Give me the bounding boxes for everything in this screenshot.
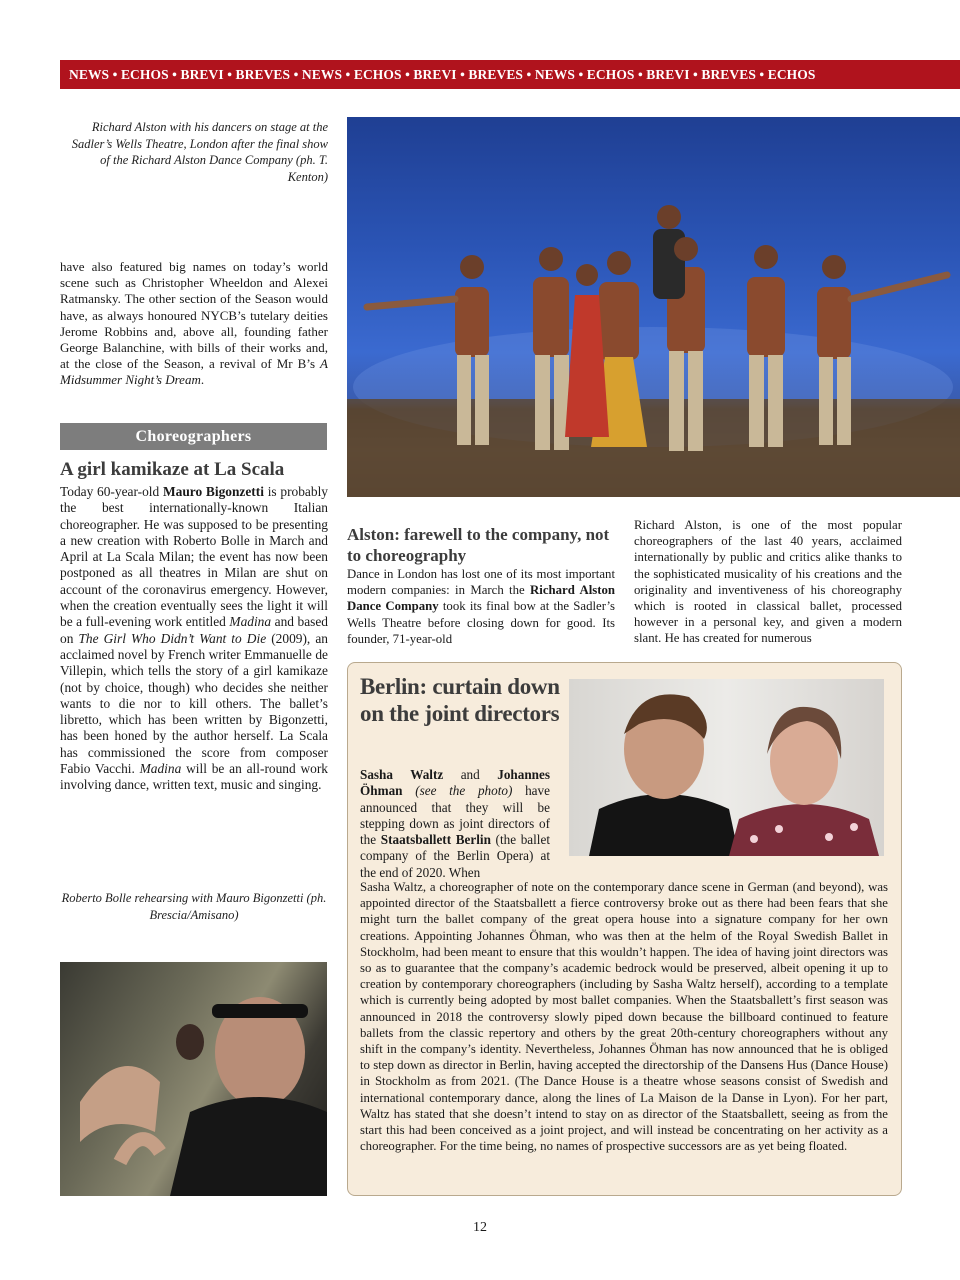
berlin-article-text: Sasha Waltz, a choreographer of note on the contemporary dance scene in German (and beyond), was appointed director of the Staatsballett a fierce controversy broke out as there had been fears that she might turn the ballet company of the great opera house into a signature company for her own creations. Appointing Johannes Öhman, who was then at the helm of the Royal Swedish Ballet in Stockholm, had been meant to ensure that this wouldn’t happen. The idea of having joint directors was so as to guarantee that the company’s academic bedrock would be preserved, albeit opening it up to creation by contemporary choreographers (including by Sasha Waltz herself), according to a template which is currently being adopted by most ballet companies. When the Staatsballett’s first season was announced in 2018 the controversy slowly piped down because the billboard continued to feature ballets from the classic repertory and others by the great 20th-century choreographers without any shift in the company’s identity. Nevertheless, Johannes Öhman has now announced that he is obliged to step down as director in Berlin, having accepted the directorship of the Dansens Hus (Dance House) in Stockholm as from 2021. (The Dance House is a theatre whose seasons consist of Swedish and international contemporary dance, along the lines of La Maison de la Danse in Lyon). For her part, Waltz has stated that she doesn’t intend to stay on as director of the Staatsballett, seeing as from the start this had been conceived as a joint project, and will instead be concentrating on her activity as a choreographer. For the time being, no names of prospective successors are as yet being floated. bbox=[360, 880, 888, 1154]
alston-article-col1: Dance in London has lost one of its most important modern companies: in March the Richard Alston Dance Company took its final bow at the Sadler’s Wells Theatre before closing down for good. Its founder, 71-year-old bbox=[347, 567, 615, 646]
midsummer-title: A Midsummer Night’s Dream bbox=[60, 356, 328, 388]
nycb-continuation-text: have also featured big names on today’s world scene such as Christopher Wheeldon and Alexei Ratmansky. The other section of the Season would have, as always honoured NYCB’s tutelary deities Jerome Robbins and, above all, founding father George Balanchine, with bills of their works and, at the close of the Season, a revival of Mr B’s A Midsummer Night’s Dream. bbox=[60, 259, 328, 388]
bolle-photo-caption: Roberto Bolle rehearsing with Mauro Bigonzetti (ph. Brescia/Amisano) bbox=[61, 891, 327, 922]
dance-company-photo bbox=[347, 117, 960, 497]
page-number: 12 bbox=[473, 1220, 487, 1235]
bolle-rehearsal-photo bbox=[60, 962, 327, 1196]
alston-photo-caption: Richard Alston with his dancers on stage at the Sadler’s Wells Theatre, London after the final show of the Richard Alston Dance Company (ph. T. Kenton) bbox=[71, 120, 328, 184]
alston-headline: Alston: farewell to the company, not to choreography bbox=[347, 525, 610, 565]
berlin-headline: Berlin: curtain down on the joint directors bbox=[360, 674, 560, 726]
news-banner: NEWS • ECHOS • BREVI • BREVES • NEWS • ECHOS • BREVI • BREVES • NEWS • ECHOS • BREVI • BREVES • ECHOS bbox=[60, 60, 960, 89]
kamikaze-headline: A girl kamikaze at La Scala bbox=[60, 459, 285, 480]
section-choreographers: Choreographers bbox=[60, 423, 327, 450]
rehearsal-illustration bbox=[60, 962, 327, 1196]
kamikaze-article-text: Today 60-year-old Mauro Bigonzetti is probably the best internationally-known Italian choreographer. He was supposed to be presenting a new creation with Roberto Bolle in March and April at La Scala Milan; the event has now been postponed as all theatres in Milan are shut on account of the coronavirus emergency. However, when the creation eventually sees the light it will be a full-evening work entitled Madina and based on The Girl Who Didn’t Want to Die (2009), an acclaimed novel by French writer Emmanuelle de Villepin, which tells the story of a girl kamikaze (not by choice, though) who decides she neither wants to die nor to kill others. The ballet’s libretto, which has been written by Bigonzetti, has been honed by the author herself. La Scala has commissioned the score from composer Fabio Vacchi. Madina will be an all-round work involving dance, written text, music and singing. bbox=[60, 484, 329, 793]
dancers-illustration bbox=[347, 117, 960, 497]
berlin-lead-text: Sasha Waltz and Johannes Öhman (see the photo) have announced that they will be stepping down as joint directors of the Staatsballett Berlin (the ballet company of the Berlin Opera) at the end of 2020. When bbox=[360, 767, 550, 880]
directors-illustration bbox=[569, 679, 884, 856]
berlin-directors-photo bbox=[569, 679, 884, 856]
alston-article-col2: Richard Alston, is one of the most popular choreographers of the last 40 years, acclaimed internationally by public and critics alike thanks to the sophisticated musicality of his creations and the originality and inventiveness of his choreography which is rooted in classical ballet, processed however in a personal key, and given a modern slant. He has created for numerous bbox=[634, 518, 902, 646]
